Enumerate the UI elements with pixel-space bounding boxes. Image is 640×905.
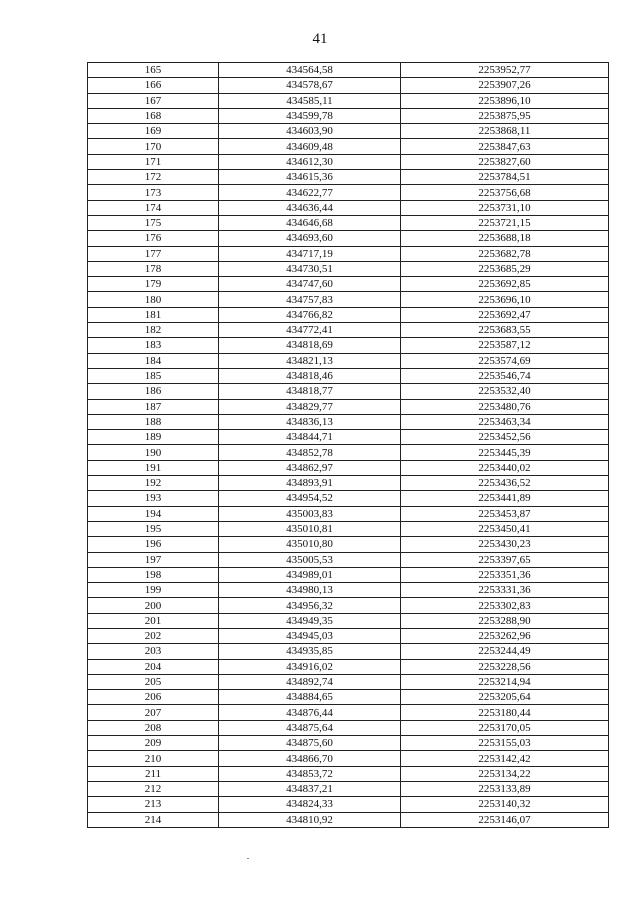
table-row bbox=[88, 353, 609, 368]
point-number-cell: 167 bbox=[88, 93, 219, 108]
x-coordinate-cell: 435005,53 bbox=[219, 552, 401, 567]
point-number-cell: 173 bbox=[88, 185, 219, 200]
y-coordinate-cell: 2253721,15 bbox=[401, 215, 609, 230]
x-coordinate-cell: 434916,02 bbox=[219, 659, 401, 674]
table-row bbox=[88, 154, 609, 169]
table-row bbox=[88, 598, 609, 613]
table-row bbox=[88, 108, 609, 123]
x-coordinate-cell: 434875,60 bbox=[219, 736, 401, 751]
point-number-cell: 184 bbox=[88, 353, 219, 368]
y-coordinate-cell: 2253685,29 bbox=[401, 261, 609, 276]
x-coordinate-cell: 434603,90 bbox=[219, 124, 401, 139]
table-row bbox=[88, 476, 609, 491]
page-number: 41 bbox=[312, 31, 328, 47]
point-number-cell: 172 bbox=[88, 170, 219, 185]
y-coordinate-cell: 2253784,51 bbox=[401, 170, 609, 185]
point-number-cell: 212 bbox=[88, 781, 219, 796]
y-coordinate-cell: 2253440,02 bbox=[401, 460, 609, 475]
x-coordinate-cell: 434954,52 bbox=[219, 491, 401, 506]
y-coordinate-cell: 2253441,89 bbox=[401, 491, 609, 506]
point-number-cell: 198 bbox=[88, 567, 219, 582]
y-coordinate-cell: 2253692,47 bbox=[401, 307, 609, 322]
x-coordinate-cell: 434837,21 bbox=[219, 781, 401, 796]
y-coordinate-cell: 2253868,11 bbox=[401, 124, 609, 139]
point-number-cell: 170 bbox=[88, 139, 219, 154]
y-coordinate-cell: 2253244,49 bbox=[401, 644, 609, 659]
point-number-cell: 202 bbox=[88, 628, 219, 643]
y-coordinate-cell: 2253302,83 bbox=[401, 598, 609, 613]
y-coordinate-cell: 2253180,44 bbox=[401, 705, 609, 720]
point-number-cell: 183 bbox=[88, 338, 219, 353]
x-coordinate-cell: 434853,72 bbox=[219, 766, 401, 781]
y-coordinate-cell: 2253170,05 bbox=[401, 720, 609, 735]
point-number-cell: 185 bbox=[88, 368, 219, 383]
point-number-cell: 197 bbox=[88, 552, 219, 567]
table-row bbox=[88, 491, 609, 506]
y-coordinate-cell: 2253682,78 bbox=[401, 246, 609, 261]
x-coordinate-cell: 434852,78 bbox=[219, 445, 401, 460]
y-coordinate-cell: 2253546,74 bbox=[401, 368, 609, 383]
x-coordinate-cell: 434875,64 bbox=[219, 720, 401, 735]
x-coordinate-cell: 434949,35 bbox=[219, 613, 401, 628]
point-number-cell: 210 bbox=[88, 751, 219, 766]
point-number-cell: 213 bbox=[88, 797, 219, 812]
y-coordinate-cell: 2253331,36 bbox=[401, 583, 609, 598]
point-number-cell: 186 bbox=[88, 384, 219, 399]
table-row bbox=[88, 797, 609, 812]
table-row bbox=[88, 246, 609, 261]
x-coordinate-cell: 434818,69 bbox=[219, 338, 401, 353]
y-coordinate-cell: 2253351,36 bbox=[401, 567, 609, 582]
y-coordinate-cell: 2253907,26 bbox=[401, 78, 609, 93]
x-coordinate-cell: 434818,77 bbox=[219, 384, 401, 399]
point-number-cell: 193 bbox=[88, 491, 219, 506]
table-row bbox=[88, 200, 609, 215]
table-row bbox=[88, 644, 609, 659]
point-number-cell: 211 bbox=[88, 766, 219, 781]
x-coordinate-cell: 434622,77 bbox=[219, 185, 401, 200]
y-coordinate-cell: 2253133,89 bbox=[401, 781, 609, 796]
y-coordinate-cell: 2253452,56 bbox=[401, 430, 609, 445]
coordinates-table bbox=[87, 62, 609, 828]
x-coordinate-cell: 434717,19 bbox=[219, 246, 401, 261]
y-coordinate-cell: 2253397,65 bbox=[401, 552, 609, 567]
x-coordinate-cell: 434821,13 bbox=[219, 353, 401, 368]
point-number-cell: 206 bbox=[88, 690, 219, 705]
x-coordinate-cell: 434810,92 bbox=[219, 812, 401, 827]
y-coordinate-cell: 2253450,41 bbox=[401, 521, 609, 536]
x-coordinate-cell: 434844,71 bbox=[219, 430, 401, 445]
x-coordinate-cell: 434876,44 bbox=[219, 705, 401, 720]
table-row bbox=[88, 185, 609, 200]
x-coordinate-cell: 434818,46 bbox=[219, 368, 401, 383]
x-coordinate-cell: 434636,44 bbox=[219, 200, 401, 215]
y-coordinate-cell: 2253756,68 bbox=[401, 185, 609, 200]
table-row bbox=[88, 215, 609, 230]
x-coordinate-cell: 435010,80 bbox=[219, 537, 401, 552]
x-coordinate-cell: 434892,74 bbox=[219, 674, 401, 689]
y-coordinate-cell: 2253155,03 bbox=[401, 736, 609, 751]
y-coordinate-cell: 2253587,12 bbox=[401, 338, 609, 353]
point-number-cell: 204 bbox=[88, 659, 219, 674]
table-row bbox=[88, 139, 609, 154]
y-coordinate-cell: 2253142,42 bbox=[401, 751, 609, 766]
table-row bbox=[88, 460, 609, 475]
x-coordinate-cell: 434956,32 bbox=[219, 598, 401, 613]
x-coordinate-cell: 434578,67 bbox=[219, 78, 401, 93]
x-coordinate-cell: 434935,85 bbox=[219, 644, 401, 659]
y-coordinate-cell: 2253430,23 bbox=[401, 537, 609, 552]
x-coordinate-cell: 434693,60 bbox=[219, 231, 401, 246]
point-number-cell: 176 bbox=[88, 231, 219, 246]
table-row bbox=[88, 720, 609, 735]
x-coordinate-cell: 434564,58 bbox=[219, 63, 401, 78]
point-number-cell: 207 bbox=[88, 705, 219, 720]
table-row bbox=[88, 93, 609, 108]
point-number-cell: 165 bbox=[88, 63, 219, 78]
table-row bbox=[88, 338, 609, 353]
y-coordinate-cell: 2253146,07 bbox=[401, 812, 609, 827]
point-number-cell: 187 bbox=[88, 399, 219, 414]
table-row bbox=[88, 674, 609, 689]
y-coordinate-cell: 2253827,60 bbox=[401, 154, 609, 169]
x-coordinate-cell: 434866,70 bbox=[219, 751, 401, 766]
y-coordinate-cell: 2253288,90 bbox=[401, 613, 609, 628]
table-row bbox=[88, 384, 609, 399]
x-coordinate-cell: 434829,77 bbox=[219, 399, 401, 414]
point-number-cell: 194 bbox=[88, 506, 219, 521]
table-row bbox=[88, 63, 609, 78]
x-coordinate-cell: 434599,78 bbox=[219, 108, 401, 123]
x-coordinate-cell: 434824,33 bbox=[219, 797, 401, 812]
y-coordinate-cell: 2253896,10 bbox=[401, 93, 609, 108]
table-row bbox=[88, 78, 609, 93]
table-row bbox=[88, 231, 609, 246]
x-coordinate-cell: 434980,13 bbox=[219, 583, 401, 598]
table-row bbox=[88, 613, 609, 628]
y-coordinate-cell: 2253262,96 bbox=[401, 628, 609, 643]
coordinates-table-body bbox=[88, 63, 609, 828]
table-row bbox=[88, 766, 609, 781]
y-coordinate-cell: 2253875,95 bbox=[401, 108, 609, 123]
y-coordinate-cell: 2253228,56 bbox=[401, 659, 609, 674]
table-row bbox=[88, 124, 609, 139]
x-coordinate-cell: 434585,11 bbox=[219, 93, 401, 108]
point-number-cell: 177 bbox=[88, 246, 219, 261]
table-row bbox=[88, 170, 609, 185]
x-coordinate-cell: 434730,51 bbox=[219, 261, 401, 276]
point-number-cell: 208 bbox=[88, 720, 219, 735]
table-row bbox=[88, 292, 609, 307]
point-number-cell: 192 bbox=[88, 476, 219, 491]
point-number-cell: 174 bbox=[88, 200, 219, 215]
table-row bbox=[88, 812, 609, 827]
x-coordinate-cell: 435010,81 bbox=[219, 521, 401, 536]
point-number-cell: 169 bbox=[88, 124, 219, 139]
x-coordinate-cell: 434893,91 bbox=[219, 476, 401, 491]
point-number-cell: 214 bbox=[88, 812, 219, 827]
point-number-cell: 200 bbox=[88, 598, 219, 613]
table-row bbox=[88, 736, 609, 751]
x-coordinate-cell: 434646,68 bbox=[219, 215, 401, 230]
point-number-cell: 188 bbox=[88, 414, 219, 429]
point-number-cell: 196 bbox=[88, 537, 219, 552]
y-coordinate-cell: 2253214,94 bbox=[401, 674, 609, 689]
point-number-cell: 205 bbox=[88, 674, 219, 689]
x-coordinate-cell: 435003,83 bbox=[219, 506, 401, 521]
x-coordinate-cell: 434862,97 bbox=[219, 460, 401, 475]
y-coordinate-cell: 2253480,76 bbox=[401, 399, 609, 414]
x-coordinate-cell: 434836,13 bbox=[219, 414, 401, 429]
x-coordinate-cell: 434612,30 bbox=[219, 154, 401, 169]
table-row bbox=[88, 751, 609, 766]
y-coordinate-cell: 2253140,32 bbox=[401, 797, 609, 812]
table-row bbox=[88, 705, 609, 720]
point-number-cell: 191 bbox=[88, 460, 219, 475]
table-row bbox=[88, 399, 609, 414]
table-row bbox=[88, 414, 609, 429]
point-number-cell: 182 bbox=[88, 323, 219, 338]
y-coordinate-cell: 2253683,55 bbox=[401, 323, 609, 338]
y-coordinate-cell: 2253696,10 bbox=[401, 292, 609, 307]
y-coordinate-cell: 2253205,64 bbox=[401, 690, 609, 705]
x-coordinate-cell: 434609,48 bbox=[219, 139, 401, 154]
x-coordinate-cell: 434772,41 bbox=[219, 323, 401, 338]
x-coordinate-cell: 434945,03 bbox=[219, 628, 401, 643]
point-number-cell: 203 bbox=[88, 644, 219, 659]
table-row bbox=[88, 277, 609, 292]
x-coordinate-cell: 434757,83 bbox=[219, 292, 401, 307]
y-coordinate-cell: 2253463,34 bbox=[401, 414, 609, 429]
point-number-cell: 178 bbox=[88, 261, 219, 276]
point-number-cell: 201 bbox=[88, 613, 219, 628]
point-number-cell: 166 bbox=[88, 78, 219, 93]
table-row bbox=[88, 368, 609, 383]
table-row bbox=[88, 567, 609, 582]
y-coordinate-cell: 2253952,77 bbox=[401, 63, 609, 78]
table-row bbox=[88, 781, 609, 796]
table-row bbox=[88, 628, 609, 643]
point-number-cell: 181 bbox=[88, 307, 219, 322]
y-coordinate-cell: 2253688,18 bbox=[401, 231, 609, 246]
table-row bbox=[88, 261, 609, 276]
y-coordinate-cell: 2253453,87 bbox=[401, 506, 609, 521]
y-coordinate-cell: 2253692,85 bbox=[401, 277, 609, 292]
y-coordinate-cell: 2253574,69 bbox=[401, 353, 609, 368]
table-row bbox=[88, 445, 609, 460]
table-row bbox=[88, 307, 609, 322]
y-coordinate-cell: 2253445,39 bbox=[401, 445, 609, 460]
table-row bbox=[88, 521, 609, 536]
table-row bbox=[88, 583, 609, 598]
scan-artifact bbox=[247, 858, 249, 859]
point-number-cell: 190 bbox=[88, 445, 219, 460]
point-number-cell: 189 bbox=[88, 430, 219, 445]
y-coordinate-cell: 2253134,22 bbox=[401, 766, 609, 781]
y-coordinate-cell: 2253436,52 bbox=[401, 476, 609, 491]
table-row bbox=[88, 552, 609, 567]
table-row bbox=[88, 430, 609, 445]
y-coordinate-cell: 2253731,10 bbox=[401, 200, 609, 215]
y-coordinate-cell: 2253847,63 bbox=[401, 139, 609, 154]
point-number-cell: 168 bbox=[88, 108, 219, 123]
y-coordinate-cell: 2253532,40 bbox=[401, 384, 609, 399]
point-number-cell: 209 bbox=[88, 736, 219, 751]
point-number-cell: 179 bbox=[88, 277, 219, 292]
table-row bbox=[88, 537, 609, 552]
x-coordinate-cell: 434615,36 bbox=[219, 170, 401, 185]
point-number-cell: 195 bbox=[88, 521, 219, 536]
table-row bbox=[88, 323, 609, 338]
x-coordinate-cell: 434884,65 bbox=[219, 690, 401, 705]
point-number-cell: 180 bbox=[88, 292, 219, 307]
x-coordinate-cell: 434989,01 bbox=[219, 567, 401, 582]
point-number-cell: 175 bbox=[88, 215, 219, 230]
table-row bbox=[88, 659, 609, 674]
point-number-cell: 171 bbox=[88, 154, 219, 169]
x-coordinate-cell: 434766,82 bbox=[219, 307, 401, 322]
point-number-cell: 199 bbox=[88, 583, 219, 598]
table-row bbox=[88, 690, 609, 705]
x-coordinate-cell: 434747,60 bbox=[219, 277, 401, 292]
table-row bbox=[88, 506, 609, 521]
